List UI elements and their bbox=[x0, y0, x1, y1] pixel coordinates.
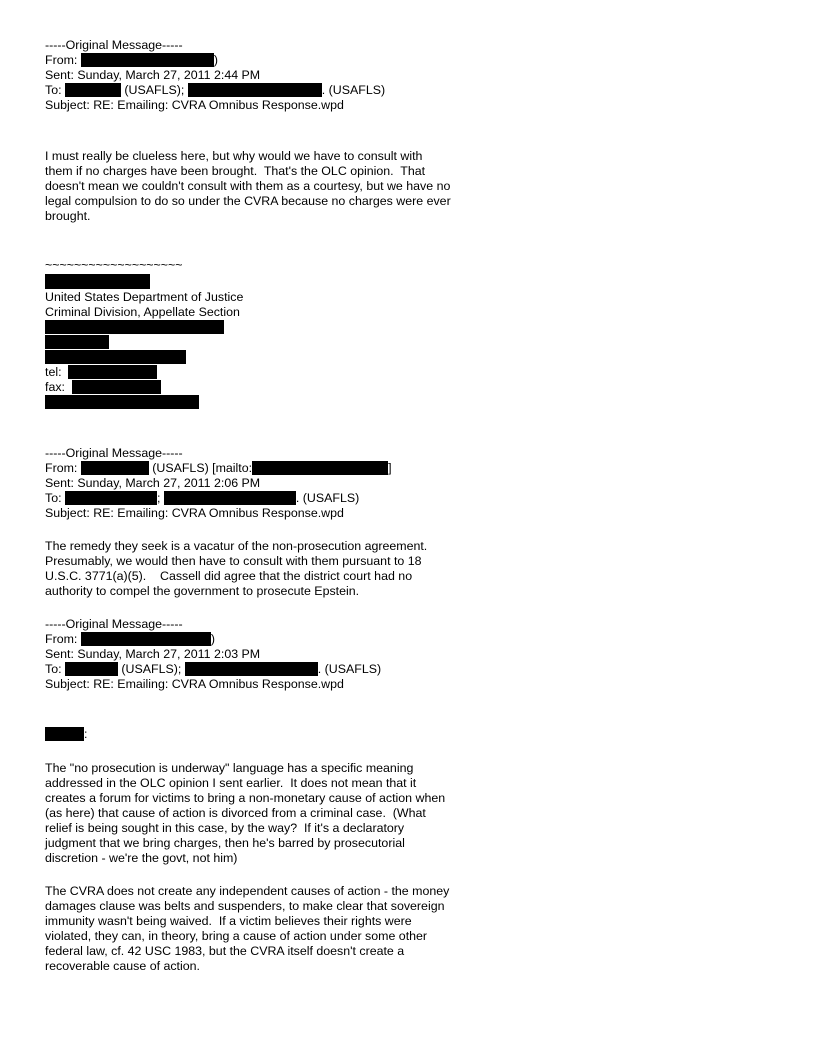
msg3-from-line bbox=[45, 632, 215, 647]
msg3-para1-line: (as here) that cause of action is divorced from a criminal case. (What bbox=[45, 806, 426, 820]
msg1-body-line: them if no charges have been brought. That's the OLC opinion. That bbox=[45, 164, 426, 178]
tel-label: tel: bbox=[45, 365, 62, 379]
redaction bbox=[252, 461, 388, 475]
redaction bbox=[81, 53, 214, 67]
msg3-para1-line: creates a forum for victims to bring a non-monetary cause of action when bbox=[45, 791, 446, 805]
msg2-from-tail: ] bbox=[388, 461, 392, 475]
msg3-to-tail: . (USAFLS) bbox=[317, 662, 382, 676]
redaction bbox=[45, 727, 84, 741]
msg3-subject-line: Subject: RE: Emailing: CVRA Omnibus Response.wpd bbox=[45, 677, 344, 691]
msg3-to-line bbox=[45, 662, 381, 677]
redaction bbox=[65, 83, 121, 97]
msg1-to-label: To: bbox=[45, 83, 62, 97]
msg3-from-label: From: bbox=[45, 632, 78, 646]
msg3-para2-line: The CVRA does not create any independent causes of action - the money bbox=[45, 884, 450, 898]
msg1-subject-line: Subject: RE: Emailing: CVRA Omnibus Response.wpd bbox=[45, 98, 344, 112]
msg2-from-mid: (USAFLS) [mailto: bbox=[148, 461, 253, 475]
msg1-body-line: legal compulsion to do so under the CVRA because no charges were ever bbox=[45, 194, 451, 208]
msg2-body-line: The remedy they seek is a vacatur of the non-prosecution agreement. bbox=[45, 539, 428, 553]
msg1-to-tail: . (USAFLS) bbox=[321, 83, 386, 97]
msg1-to-mid: (USAFLS); bbox=[120, 83, 185, 97]
msg3-para1-line: The "no prosecution is underway" language has a specific meaning bbox=[45, 761, 414, 775]
msg3-salutation-line bbox=[45, 727, 87, 742]
msg3-para1-line: relief is being sought in this case, by the way? If it's a declaratory bbox=[45, 821, 405, 835]
redaction bbox=[72, 380, 161, 394]
msg3-sent-line: Sent: Sunday, March 27, 2011 2:03 PM bbox=[45, 647, 261, 661]
redaction bbox=[45, 320, 224, 334]
msg1-body-line: doesn't mean we couldn't consult with them as a courtesy, but we have no bbox=[45, 179, 451, 193]
signature-org-line: United States Department of Justice bbox=[45, 290, 244, 304]
msg3-para2-line: immunity wasn't being waived. If a victim believes their rights were bbox=[45, 914, 412, 928]
redaction bbox=[45, 335, 109, 349]
msg3-header: -----Original Message----- bbox=[45, 617, 183, 631]
signature-fax-line bbox=[45, 380, 161, 395]
msg3-to-label: To: bbox=[45, 662, 62, 676]
msg1-body-line: brought. bbox=[45, 209, 91, 223]
signature-tilde-line: ~~~~~~~~~~~~~~~~~~~ bbox=[45, 258, 183, 272]
redaction bbox=[164, 491, 296, 505]
redaction bbox=[81, 461, 149, 475]
msg2-from-label: From: bbox=[45, 461, 78, 475]
msg2-subject-line: Subject: RE: Emailing: CVRA Omnibus Response.wpd bbox=[45, 506, 344, 520]
redaction bbox=[45, 395, 199, 409]
msg3-para1-line: judgment that we bring charges, then he's barred by prosecutorial bbox=[45, 836, 405, 850]
redaction bbox=[81, 632, 211, 646]
msg3-para1-line: discretion - we're the govt, not him) bbox=[45, 851, 238, 865]
msg2-to-mid: ; bbox=[156, 491, 161, 505]
msg1-from-label: From: bbox=[45, 53, 78, 67]
redaction bbox=[65, 662, 118, 676]
msg3-para1-line: addressed in the OLC opinion I sent earlier. It does not mean that it bbox=[45, 776, 417, 790]
fax-label: fax: bbox=[45, 380, 65, 394]
msg3-para2-line: violated, they can, in theory, bring a cause of action under some other bbox=[45, 929, 428, 943]
msg1-from-tail: ) bbox=[213, 53, 218, 67]
msg1-header: -----Original Message----- bbox=[45, 38, 183, 52]
msg1-body-line: I must really be clueless here, but why would we have to consult with bbox=[45, 149, 423, 163]
redaction bbox=[45, 274, 150, 289]
msg1-to-line bbox=[45, 83, 385, 98]
msg3-to-mid: (USAFLS); bbox=[117, 662, 182, 676]
msg2-body-line: authority to compel the government to prosecute Epstein. bbox=[45, 584, 360, 598]
signature-tel-line bbox=[45, 365, 157, 380]
msg2-to-tail: . (USAFLS) bbox=[295, 491, 360, 505]
msg2-sent-line: Sent: Sunday, March 27, 2011 2:06 PM bbox=[45, 476, 261, 490]
msg2-to-label: To: bbox=[45, 491, 62, 505]
signature-division-line: Criminal Division, Appellate Section bbox=[45, 305, 240, 319]
msg1-sent-line: Sent: Sunday, March 27, 2011 2:44 PM bbox=[45, 68, 261, 82]
msg2-from-line bbox=[45, 461, 392, 476]
msg2-body-line: U.S.C. 3771(a)(5). Cassell did agree that the district court had no bbox=[45, 569, 413, 583]
redaction bbox=[185, 662, 318, 676]
salutation-colon: : bbox=[84, 727, 88, 741]
msg1-from-line bbox=[45, 53, 218, 68]
msg3-from-tail: ) bbox=[210, 632, 215, 646]
redaction bbox=[65, 491, 157, 505]
msg2-header: -----Original Message----- bbox=[45, 446, 183, 460]
msg3-para2-line: recoverable cause of action. bbox=[45, 959, 200, 973]
msg2-body-line: Presumably, we would then have to consult with them pursuant to 18 bbox=[45, 554, 422, 568]
msg2-to-line bbox=[45, 491, 359, 506]
msg3-para2-line: damages clause was belts and suspenders, to make clear that sovereign bbox=[45, 899, 445, 913]
redaction bbox=[68, 365, 157, 379]
redaction bbox=[45, 350, 186, 364]
redaction bbox=[188, 83, 322, 97]
msg3-para2-line: federal law, cf. 42 USC 1983, but the CVRA itself doesn't create a bbox=[45, 944, 405, 958]
